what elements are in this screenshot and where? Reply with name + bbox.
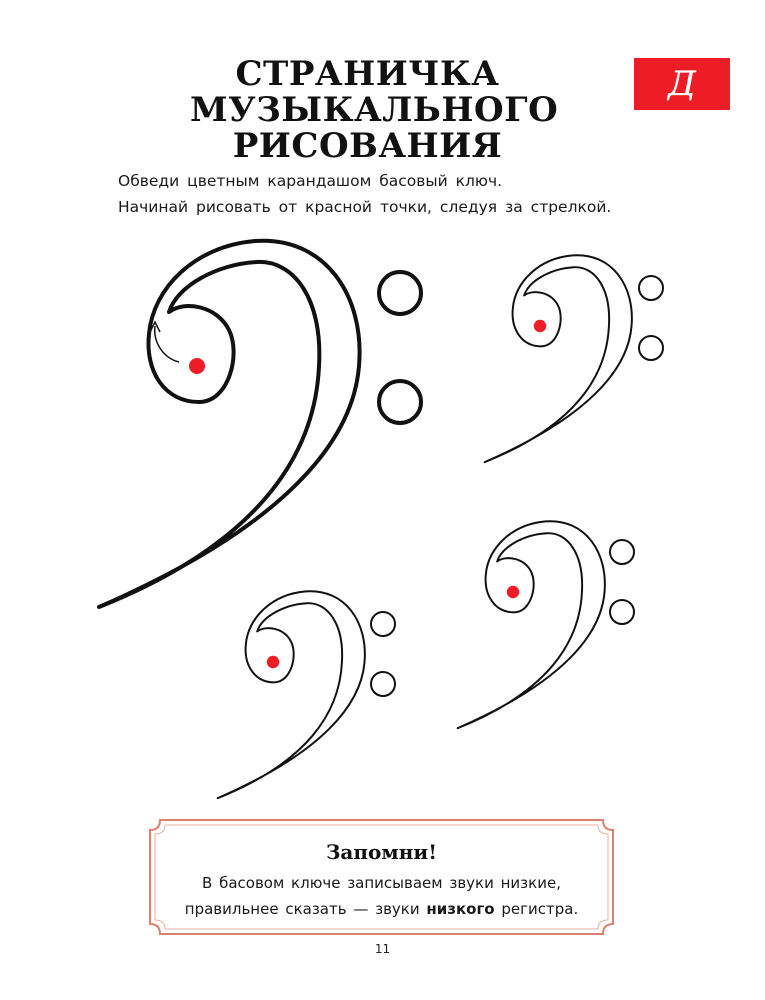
instruction-line-1: Обведи цветным карандашом басовый ключ. bbox=[118, 172, 503, 190]
remember-bold-word: низкого bbox=[426, 900, 495, 918]
red-dot-icon bbox=[267, 656, 279, 668]
remember-line-1: В басовом ключе записываем звуки низкие, bbox=[202, 874, 561, 892]
title-line-2: МУЗЫКАЛЬНОГО bbox=[190, 90, 559, 130]
remember-text bbox=[148, 870, 615, 922]
clef-dot-top-tr bbox=[639, 276, 663, 300]
remember-box bbox=[148, 818, 615, 936]
bass-clef-icon bbox=[218, 591, 365, 798]
bass-clef-icon bbox=[99, 241, 360, 607]
instruction-line-2: Начинай рисовать от красной точки, следуя за стрелкой. bbox=[118, 198, 612, 216]
bass-clef-icon bbox=[458, 521, 605, 728]
remember-line-2-end: регистра. bbox=[494, 900, 579, 918]
bass-clef-bottom-left bbox=[218, 591, 365, 798]
bass-clef-middle-right bbox=[458, 521, 605, 728]
clef-dot-bottom-bl bbox=[371, 672, 395, 696]
clef-dot-bottom-tr bbox=[639, 336, 663, 360]
red-dot-icon bbox=[189, 358, 205, 374]
clef-dot-top-bl bbox=[371, 612, 395, 636]
remember-line-2 bbox=[148, 896, 615, 922]
title-line-1: СТРАНИЧКА bbox=[235, 54, 500, 94]
badge-letter: Д bbox=[668, 64, 696, 104]
page-number: 11 bbox=[374, 942, 391, 956]
remember-title: Запомни! bbox=[326, 840, 437, 864]
bass-clef-top-right bbox=[485, 255, 632, 462]
title-line-3: РИСОВАНИЯ bbox=[232, 126, 503, 166]
red-dot-icon bbox=[534, 320, 546, 332]
remember-line-2-start: правильнее сказать — звуки bbox=[184, 900, 427, 918]
clef-dot-top-large bbox=[379, 272, 421, 314]
red-dot-icon bbox=[507, 586, 519, 598]
bass-clef-large bbox=[99, 241, 360, 607]
clef-dot-bottom-large bbox=[379, 381, 421, 423]
clef-dot-bottom-mr bbox=[610, 600, 634, 624]
arrow-icon bbox=[150, 322, 179, 362]
bass-clef-icon bbox=[485, 255, 632, 462]
clef-dot-top-mr bbox=[610, 540, 634, 564]
